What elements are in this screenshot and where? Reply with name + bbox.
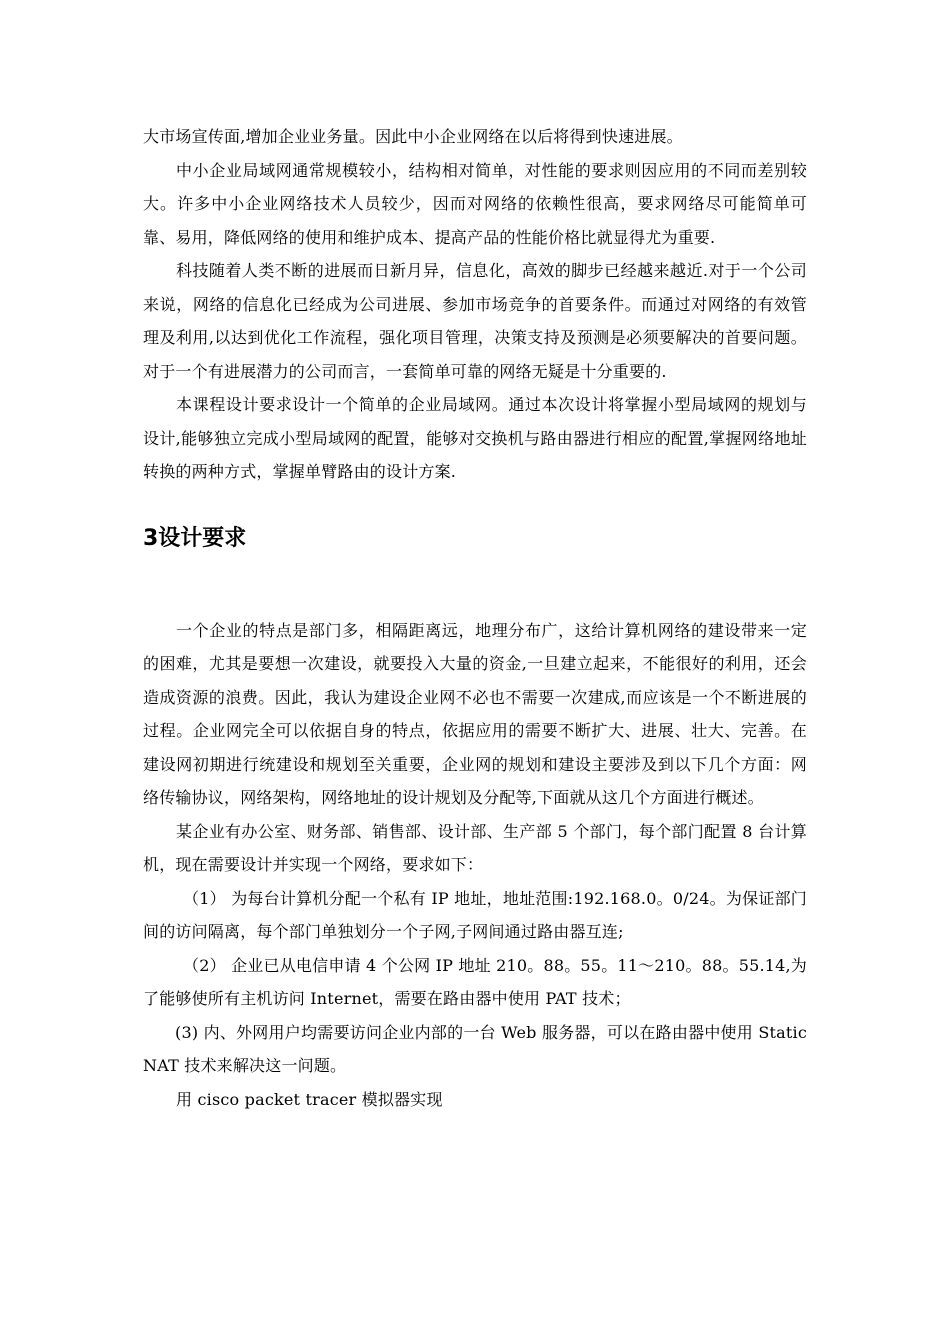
requirement-item-2: （2） 企业已从电信申请 4 个公网 IP 地址 210。88。55。11～210。88。55.14,为了能够使所有主机访问 Internet，需要在路由器中使用 PAT 技术； <box>143 955 807 1008</box>
requirements-paragraph-2: 某企业有办公室、财务部、销售部、设计部、生产部 5 个部门，每个部门配置 8 台计算机，现在需要设计并实现一个网络，要求如下： <box>143 821 807 874</box>
requirements-paragraph-1: 一个企业的特点是部门多，相隔距离远，地理分布广，这给计算机网络的建设带来一定的困难，尤其是要想一次建设，就要投入大量的资金,一旦建立起来，不能很好的利用，还会造成资源的浪费。因此，我认为建设企业网不必也不需要一次建成,而应该是一个不断进展的过程。企业网完全可以依据自身的特点，依据应用的需要不断扩大、进展、壮大、完善。在建设网初期进行统建设和规划至关重要，企业网的规划和建设主要涉及到以下几个方面：网络传输协议，网络架构，网络地址的设计规划及分配等,下面就从这几个方面进行概述。 <box>143 620 807 807</box>
requirement-item-3: (3) 内、外网用户均需要访问企业内部的一台 Web 服务器，可以在路由器中使用 Static NAT 技术来解决这一问题。 <box>143 1022 807 1075</box>
intro-paragraph-3: 科技随着人类不断的进展而日新月异，信息化，高效的脚步已经越来越近.对于一个公司来说，网络的信息化已经成为公司进展、参加市场竞争的首要条件。而通过对网络的有效管理及利用,以达到优化工作流程，强化项目管理，决策支持及预测是必须要解决的首要问题。对于一个有进展潜力的公司而言，一套简单可靠的网络无疑是十分重要的. <box>143 261 807 381</box>
intro-paragraph-1: 大市场宣传面,增加企业业务量。因此中小企业网络在以后将得到快速进展。 <box>143 127 683 146</box>
section-heading-design-requirements: 3设计要求 <box>143 525 247 551</box>
requirements-paragraph-3: 用 cisco packet tracer 模拟器实现 <box>176 1089 443 1109</box>
document-body <box>143 120 807 1116</box>
intro-paragraph-2: 中小企业局域网通常规模较小，结构相对简单，对性能的要求则因应用的不同而差别较大。许多中小企业网络技术人员较少，因而对网络的依赖性很高，要求网络尽可能简单可靠、易用，降低网络的使用和维护成本、提高产品的性能价格比就显得尤为重要. <box>143 160 807 247</box>
requirement-item-1: （1） 为每台计算机分配一个私有 IP 地址，地址范围:192.168.0。0/24。为保证部门间的访问隔离，每个部门单独划分一个子网,子网间通过路由器互连; <box>143 888 807 941</box>
intro-paragraph-4: 本课程设计要求设计一个简单的企业局域网。通过本次设计将掌握小型局域网的规划与设计,能够独立完成小型局域网的配置，能够对交换机与路由器进行相应的配置,掌握网络地址转换的两种方式，掌握单臂路由的设计方案. <box>143 395 807 481</box>
